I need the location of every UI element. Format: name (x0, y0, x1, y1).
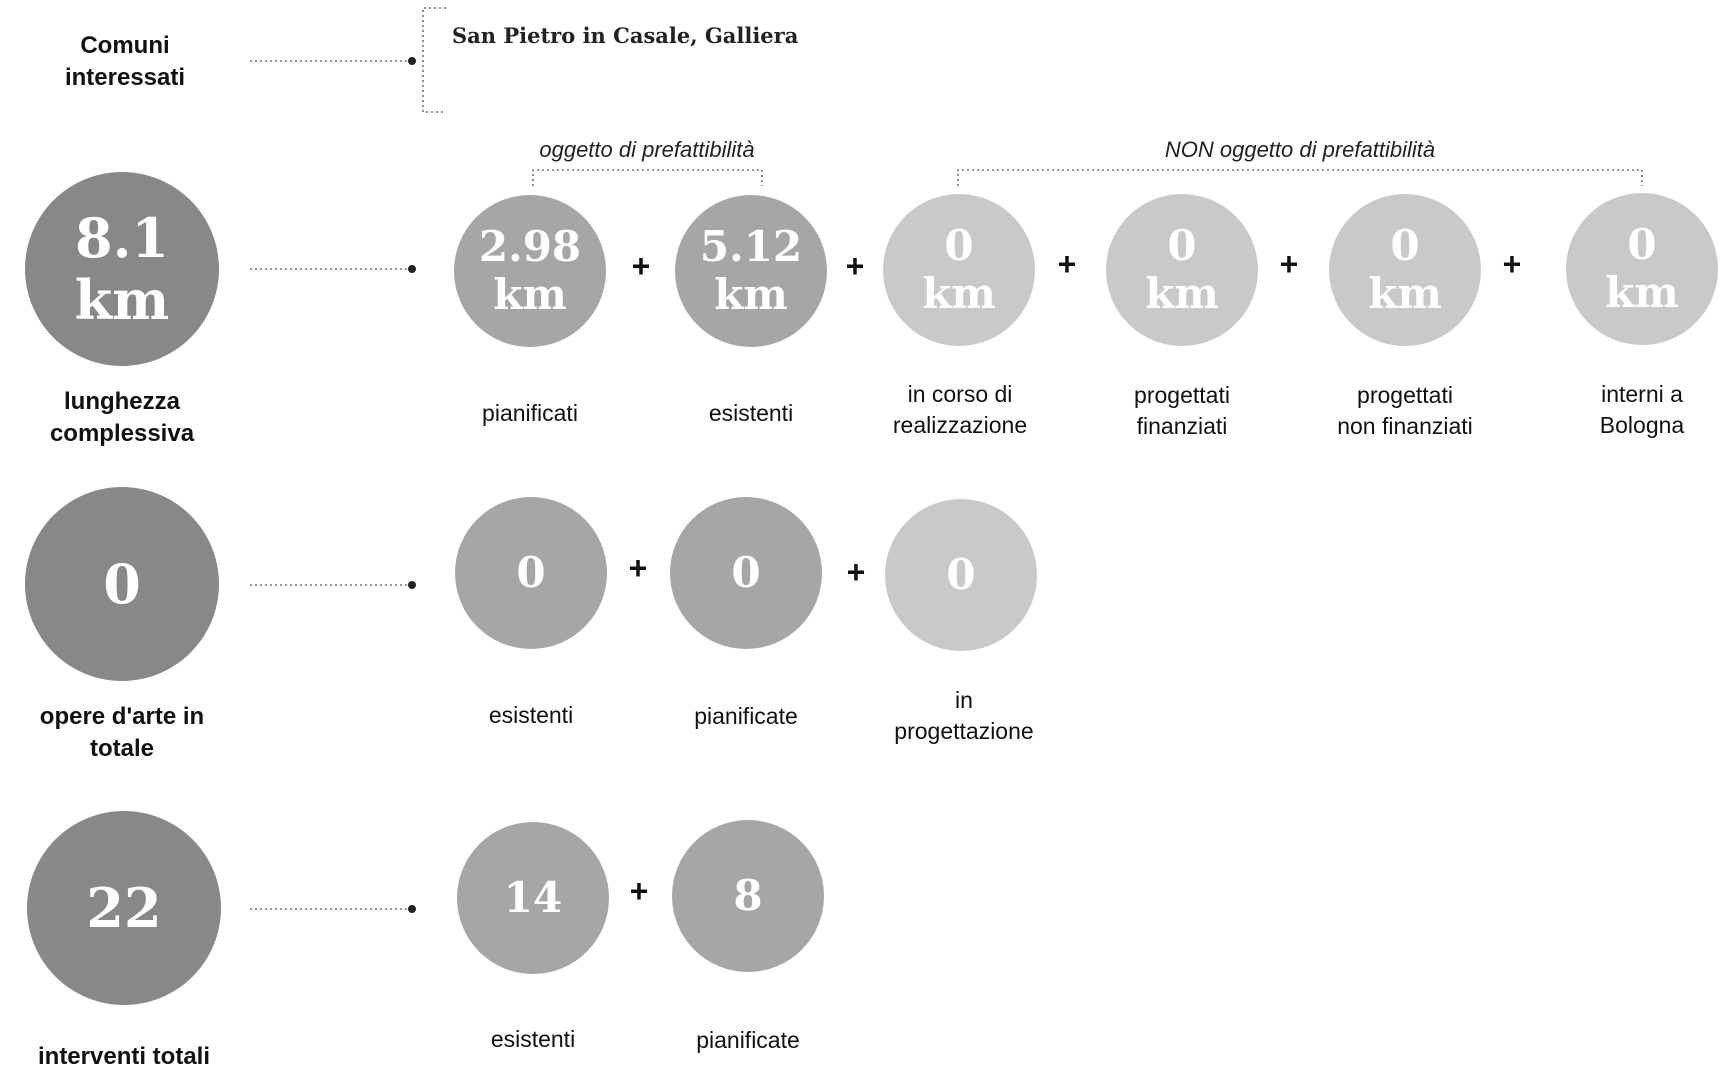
oggetto-bracket (533, 170, 762, 186)
lunghezza-in-corso-circle (883, 194, 1035, 346)
interventi-label: interventi totali (37, 1043, 211, 1070)
lunghezza-esistenti-circle (675, 195, 827, 347)
opere-esistenti-circle (455, 497, 607, 649)
lunghezza-esistenti-label: esistenti (708, 400, 794, 426)
opere-pianificate-circle (670, 497, 822, 649)
lunghezza-total-value: 8.1 km (74, 205, 170, 332)
non-oggetto-bracket (958, 170, 1642, 186)
interventi-total-value: 22 (86, 875, 162, 940)
lunghezza-progettati-finanziati-value: 0 km (1145, 220, 1219, 318)
non-oggetto-group-title: NON oggetto di prefattibilità (1164, 137, 1436, 162)
lunghezza-connector-dot (408, 265, 416, 273)
lunghezza-label: lunghezza complessiva (49, 388, 195, 447)
lunghezza-progettati-non-finanziati-circle (1329, 194, 1481, 346)
plus-sign: + (845, 248, 865, 284)
comuni-label: Comuni interessati (64, 32, 186, 91)
interventi-esistenti-label: esistenti (490, 1026, 576, 1052)
oggetto-group-title: oggetto di prefattibilità (539, 137, 755, 162)
opere-in-progettazione-label: in progettazione (894, 687, 1034, 744)
interventi-connector-dot (408, 905, 416, 913)
lunghezza-interni-bologna-label: interni a Bologna (1599, 381, 1685, 438)
lunghezza-pianificati-label: pianificati (482, 400, 578, 426)
lunghezza-progettati-non-finanziati-value: 0 km (1368, 220, 1442, 318)
opere-in-progettazione-value: 0 (946, 549, 976, 599)
comuni-bracket (423, 8, 446, 112)
lunghezza-esistenti-value: 5.12 km (699, 221, 803, 319)
opere-total-circle (25, 487, 219, 681)
plus-sign: + (631, 248, 651, 284)
lunghezza-pianificati-circle (454, 195, 606, 347)
plus-sign: + (629, 873, 649, 909)
plus-sign: + (1057, 246, 1077, 282)
lunghezza-progettati-finanziati-label: progettati finanziati (1134, 382, 1230, 439)
plus-sign: + (628, 550, 648, 586)
lunghezza-progettati-non-finanziati-label: progettati non finanziati (1337, 382, 1473, 439)
plus-sign: + (1502, 246, 1522, 282)
opere-connector-dot (408, 581, 416, 589)
interventi-pianificate-label: pianificate (696, 1027, 800, 1053)
lunghezza-interni-bologna-value: 0 km (1605, 219, 1679, 317)
lunghezza-in-corso-value: 0 km (922, 220, 996, 318)
lunghezza-pianificati-value: 2.98 km (478, 221, 582, 319)
plus-sign: + (1279, 246, 1299, 282)
opere-in-progettazione-circle (885, 499, 1037, 651)
opere-esistenti-label: esistenti (488, 702, 574, 728)
comuni-value: San Pietro in Casale, Galliera (452, 23, 799, 48)
interventi-total-circle (27, 811, 221, 1005)
lunghezza-total-circle (25, 172, 219, 366)
interventi-pianificate-value: 8 (733, 870, 763, 920)
opere-pianificate-label: pianificate (694, 703, 798, 729)
interventi-pianificate-circle (672, 820, 824, 972)
lunghezza-progettati-finanziati-circle (1106, 194, 1258, 346)
comuni-connector-dot (408, 57, 416, 65)
interventi-esistenti-circle (457, 822, 609, 974)
opere-label: opere d'arte in totale (39, 703, 205, 762)
plus-sign: + (846, 554, 866, 590)
opere-esistenti-value: 0 (516, 547, 546, 597)
interventi-esistenti-value: 14 (503, 872, 563, 922)
lunghezza-interni-bologna-circle (1566, 193, 1718, 345)
opere-total-value: 0 (103, 551, 141, 616)
lunghezza-in-corso-label: in corso di realizzazione (892, 381, 1028, 438)
opere-pianificate-value: 0 (731, 547, 761, 597)
